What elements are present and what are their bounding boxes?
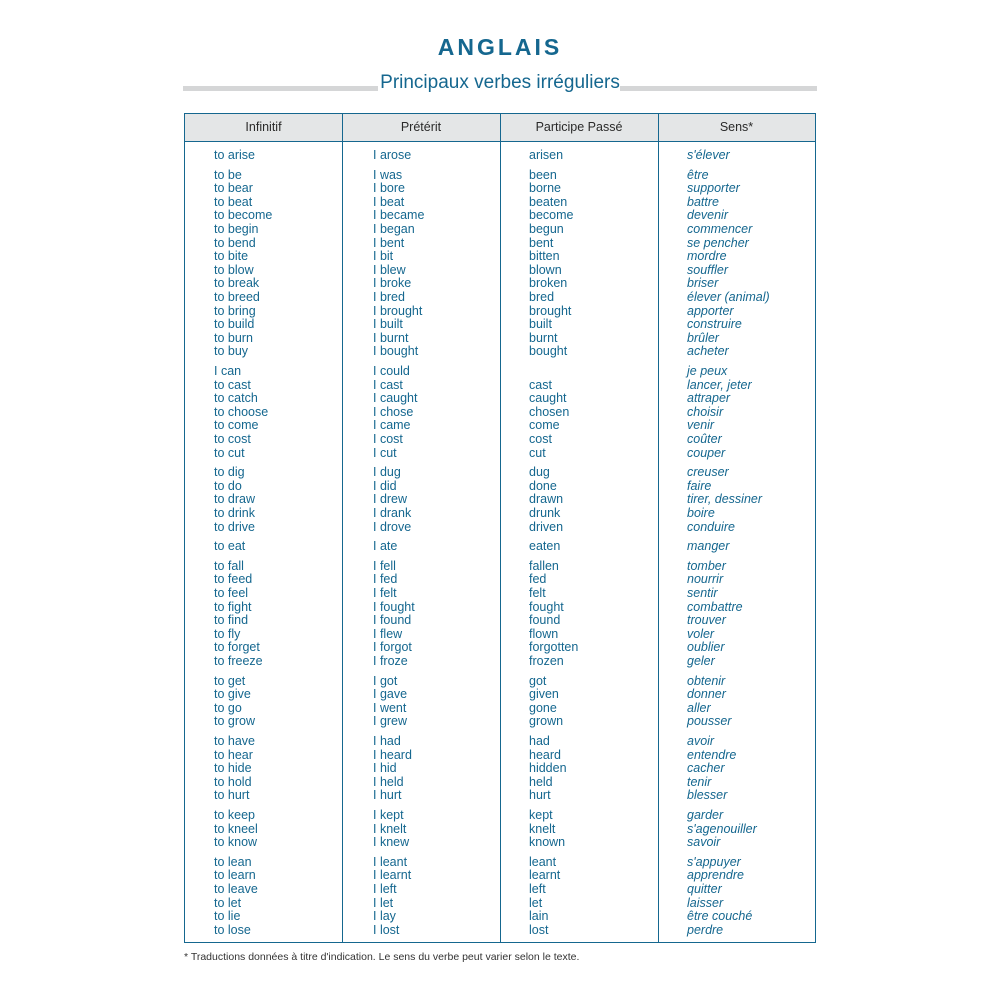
preterit-cell: I dug — [373, 465, 401, 480]
infinitif-cell: to beat — [214, 194, 253, 209]
preterit-cell: I could — [373, 364, 410, 378]
participe-cell: felt — [529, 586, 546, 600]
infinitif-cell: to kneel — [214, 821, 258, 836]
preterit-cell: I found — [373, 613, 412, 628]
infinitif-cell: to lose — [214, 922, 251, 937]
preterit-cell: I drank — [373, 506, 412, 520]
infinitif-cell: to draw — [214, 492, 255, 507]
sens-cell: choisir — [687, 404, 724, 419]
sens-cell: donner — [687, 687, 726, 702]
preterit-cell: I built — [373, 317, 403, 332]
participe-cell: knelt — [529, 821, 556, 836]
subtitle-rule-right — [620, 86, 817, 91]
infinitif-cell: to choose — [214, 404, 269, 419]
preterit-cell: I cast — [373, 377, 403, 392]
preterit-cell: I learnt — [373, 868, 412, 883]
infinitif-cell: to catch — [214, 391, 258, 406]
preterit-cell: I chose — [373, 404, 414, 419]
sens-cell: couper — [687, 445, 726, 460]
participe-cell: cost — [529, 432, 552, 446]
participe-cell: frozen — [529, 654, 564, 668]
preterit-cell: I bore — [373, 181, 405, 196]
infinitif-cell: to leave — [214, 882, 258, 896]
header-sens: Sens* — [719, 120, 754, 134]
sens-cell: brûler — [687, 330, 719, 345]
preterit-cell: I grew — [373, 714, 408, 729]
sens-cell: quitter — [687, 882, 722, 896]
sens-cell: entendre — [687, 747, 737, 762]
preterit-cell: I hid — [373, 761, 397, 776]
sens-cell: boire — [687, 506, 715, 520]
sens-cell: blesser — [687, 788, 728, 803]
participe-cell: blown — [529, 262, 562, 277]
sens-cell: je peux — [687, 364, 728, 378]
sens-cell: oublier — [687, 640, 725, 655]
participe-cell: cut — [529, 445, 546, 460]
preterit-cell: I was — [373, 167, 403, 182]
infinitif-cell: to let — [214, 895, 242, 910]
infinitif-cell: to fly — [214, 626, 241, 641]
participe-cell: fallen — [529, 558, 559, 573]
participe-cell: gone — [529, 700, 557, 715]
infinitif-cell: to lean — [214, 854, 252, 869]
participe-cell: broken — [529, 276, 568, 291]
preterit-cell: I had — [373, 734, 401, 748]
infinitif-cell: to hear — [214, 747, 253, 762]
infinitif-cell: to hold — [214, 774, 252, 789]
sens-cell: pousser — [687, 714, 732, 729]
infinitif-cell: to have — [214, 734, 256, 748]
preterit-cell: I left — [373, 882, 397, 896]
preterit-cell: I leant — [373, 854, 408, 869]
sens-cell: tirer, dessiner — [687, 492, 763, 507]
sens-cell: apporter — [687, 303, 734, 318]
participe-cell: forgotten — [529, 640, 579, 655]
footnote: * Traductions données à titre d'indication. Le sens du verbe peut varier selon le texte. — [184, 951, 580, 963]
participe-cell: held — [529, 774, 553, 789]
participe-cell: learnt — [529, 868, 561, 883]
infinitif-cell: to fall — [214, 558, 244, 573]
preterit-cell: I drove — [373, 519, 412, 534]
sens-cell: lancer, jeter — [687, 377, 752, 392]
sens-cell: tomber — [687, 558, 726, 573]
sens-cell: faire — [687, 478, 712, 493]
infinitif-cell: to get — [214, 673, 246, 688]
participe-cell: brought — [529, 303, 572, 318]
infinitif-cell: to fight — [214, 599, 252, 614]
preterit-cell: I cut — [373, 445, 397, 460]
preterit-cell: I came — [373, 418, 411, 433]
participe-cell: bent — [529, 235, 554, 250]
infinitif-cell: to forget — [214, 640, 260, 655]
participe-cell: leant — [529, 854, 557, 869]
participe-cell: fought — [529, 599, 564, 614]
participe-cell: heard — [529, 747, 561, 762]
sens-cell: commencer — [687, 222, 753, 236]
infinitif-cell: to cast — [214, 377, 251, 392]
sens-cell: cacher — [687, 761, 725, 776]
participe-cell: built — [529, 317, 552, 332]
participe-cell: beaten — [529, 194, 568, 209]
preterit-cell: I bought — [373, 344, 419, 359]
preterit-cell: I fed — [373, 572, 398, 587]
page-title: ANGLAIS — [437, 34, 563, 60]
participe-cell: let — [529, 895, 543, 910]
sens-cell: aller — [687, 700, 711, 715]
preterit-cell: I bent — [373, 235, 405, 250]
infinitif-cell: to find — [214, 613, 249, 628]
participe-cell: lost — [529, 922, 549, 937]
preterit-cell: I went — [373, 700, 407, 715]
infinitif-cell: to hide — [214, 761, 252, 776]
infinitif-cell: to become — [214, 208, 273, 223]
preterit-cell: I cost — [373, 432, 403, 446]
preterit-cell: I froze — [373, 654, 408, 668]
participe-cell: got — [529, 673, 547, 688]
participe-cell: cast — [529, 377, 552, 392]
participe-cell: chosen — [529, 404, 570, 419]
preterit-cell: I held — [373, 774, 404, 789]
participe-cell: found — [529, 613, 561, 628]
sens-cell: s'élever — [687, 148, 730, 162]
participe-cell: given — [529, 687, 559, 702]
preterit-cell: I gave — [373, 687, 408, 702]
preterit-cell: I knelt — [373, 821, 407, 836]
preterit-cell: I drew — [373, 492, 408, 507]
participe-cell: known — [529, 835, 566, 850]
sens-cell: attraper — [687, 391, 731, 406]
infinitif-cell: to freeze — [214, 654, 263, 668]
sens-cell: apprendre — [687, 868, 744, 883]
participe-cell: come — [529, 418, 560, 433]
infinitif-cell: to breed — [214, 290, 260, 304]
preterit-cell: I got — [373, 673, 398, 688]
participe-cell: flown — [529, 626, 559, 641]
participe-cell: drawn — [529, 492, 564, 507]
sens-cell: briser — [687, 276, 719, 291]
sens-cell: nourrir — [687, 572, 724, 587]
infinitif-cell: to begin — [214, 222, 259, 236]
column-divider — [500, 114, 501, 942]
participe-cell: grown — [529, 714, 564, 729]
sens-cell: savoir — [687, 835, 721, 850]
infinitif-cell: to eat — [214, 539, 246, 554]
infinitif-cell: to break — [214, 276, 260, 291]
participe-cell: eaten — [529, 539, 561, 554]
infinitif-cell: to blow — [214, 262, 254, 277]
participe-cell: dug — [529, 465, 550, 480]
page-subtitle: Principaux verbes irréguliers — [380, 72, 620, 93]
preterit-cell: I broke — [373, 276, 412, 291]
sens-cell: souffler — [687, 262, 728, 277]
infinitif-cell: to arise — [214, 148, 255, 162]
sens-cell: coûter — [687, 432, 722, 446]
header-preterit: Prétérit — [400, 120, 442, 134]
sens-cell: laisser — [687, 895, 724, 910]
preterit-cell: I bit — [373, 249, 394, 264]
sens-cell: se pencher — [687, 235, 749, 250]
infinitif-cell: to burn — [214, 330, 253, 345]
sens-cell: s'appuyer — [687, 854, 741, 869]
sens-cell: creuser — [687, 465, 729, 480]
sens-cell: garder — [687, 808, 724, 822]
infinitif-cell: to bear — [214, 181, 253, 196]
preterit-cell: I hurt — [373, 788, 402, 803]
preterit-cell: I let — [373, 895, 394, 910]
sens-cell: mordre — [687, 249, 727, 264]
sens-cell: manger — [687, 539, 730, 554]
infinitif-cell: to feel — [214, 586, 249, 600]
infinitif-cell: I can — [214, 364, 242, 378]
infinitif-cell: to bite — [214, 249, 249, 264]
participe-cell: had — [529, 734, 550, 748]
infinitif-cell: to drink — [214, 506, 255, 520]
infinitif-cell: to know — [214, 835, 258, 850]
header-infinitif: Infinitif — [245, 120, 282, 134]
participe-cell: hidden — [529, 761, 567, 776]
infinitif-cell: to hurt — [214, 788, 250, 803]
participe-cell: lain — [529, 909, 549, 924]
participe-cell: fed — [529, 572, 547, 587]
sens-cell: geler — [687, 654, 715, 668]
infinitif-cell: to bring — [214, 303, 256, 318]
header-participe-passe: Participe Passé — [535, 120, 623, 134]
infinitif-cell: to keep — [214, 808, 256, 822]
preterit-cell: I arose — [373, 148, 412, 162]
sens-cell: combattre — [687, 599, 743, 614]
infinitif-cell: to cut — [214, 445, 245, 460]
sens-cell: trouver — [687, 613, 726, 628]
sens-cell: sentir — [687, 586, 718, 600]
participe-cell: left — [529, 882, 546, 896]
participe-cell: arisen — [529, 148, 564, 162]
participe-cell: bred — [529, 290, 555, 304]
sens-cell: venir — [687, 418, 715, 433]
sens-cell: élever (animal) — [687, 290, 770, 304]
sens-cell: voler — [687, 626, 715, 641]
participe-cell: bought — [529, 344, 568, 359]
infinitif-cell: to come — [214, 418, 259, 433]
infinitif-cell: to dig — [214, 465, 245, 480]
preterit-cell: I did — [373, 478, 397, 493]
preterit-cell: I heard — [373, 747, 412, 762]
preterit-cell: I knew — [373, 835, 410, 850]
infinitif-cell: to give — [214, 687, 251, 702]
infinitif-cell: to buy — [214, 344, 249, 359]
sens-cell: conduire — [687, 519, 735, 534]
column-divider — [658, 114, 659, 942]
preterit-cell: I ate — [373, 539, 398, 554]
sens-cell: s'agenouiller — [687, 821, 757, 836]
infinitif-cell: to build — [214, 317, 255, 332]
preterit-cell: I felt — [373, 586, 397, 600]
sens-cell: tenir — [687, 774, 712, 789]
sens-cell: supporter — [687, 181, 740, 196]
preterit-cell: I bred — [373, 290, 405, 304]
preterit-cell: I burnt — [373, 330, 409, 345]
sens-cell: être couché — [687, 909, 753, 924]
participe-cell: caught — [529, 391, 567, 406]
sens-cell: perdre — [687, 922, 724, 937]
preterit-cell: I kept — [373, 808, 404, 822]
subtitle-row — [183, 72, 817, 100]
preterit-cell: I beat — [373, 194, 405, 209]
infinitif-cell: to grow — [214, 714, 255, 729]
sens-cell: acheter — [687, 344, 729, 359]
preterit-cell: I fell — [373, 558, 396, 573]
participe-cell: drunk — [529, 506, 561, 520]
participe-cell: been — [529, 167, 557, 182]
participe-cell: borne — [529, 181, 561, 196]
preterit-cell: I became — [373, 208, 425, 223]
sens-cell: avoir — [687, 734, 715, 748]
participe-cell: begun — [529, 222, 564, 236]
participe-cell: bitten — [529, 249, 560, 264]
sens-cell: obtenir — [687, 673, 726, 688]
infinitif-cell: to be — [214, 167, 242, 182]
preterit-cell: I began — [373, 222, 415, 236]
verb-table — [184, 113, 816, 943]
participe-cell: burnt — [529, 330, 558, 345]
participe-cell: driven — [529, 519, 564, 534]
preterit-cell: I lost — [373, 922, 400, 937]
preterit-cell: I fought — [373, 599, 415, 614]
participe-cell: become — [529, 208, 574, 223]
sens-cell: battre — [687, 194, 719, 209]
sens-cell: construire — [687, 317, 742, 332]
infinitif-cell: to cost — [214, 432, 251, 446]
infinitif-cell: to drive — [214, 519, 255, 534]
infinitif-cell: to bend — [214, 235, 256, 250]
preterit-cell: I flew — [373, 626, 403, 641]
sens-cell: être — [687, 167, 709, 182]
preterit-cell: I caught — [373, 391, 418, 406]
sens-cell: devenir — [687, 208, 728, 223]
infinitif-cell: to go — [214, 700, 242, 715]
infinitif-cell: to learn — [214, 868, 256, 883]
infinitif-cell: to feed — [214, 572, 253, 587]
infinitif-cell: to lie — [214, 909, 241, 924]
column-divider — [342, 114, 343, 942]
preterit-cell: I blew — [373, 262, 406, 277]
preterit-cell: I brought — [373, 303, 423, 318]
preterit-cell: I lay — [373, 909, 396, 924]
participe-cell: done — [529, 478, 557, 493]
preterit-cell: I forgot — [373, 640, 412, 655]
participe-cell: kept — [529, 808, 553, 822]
infinitif-cell: to do — [214, 478, 242, 493]
participe-cell: hurt — [529, 788, 551, 803]
